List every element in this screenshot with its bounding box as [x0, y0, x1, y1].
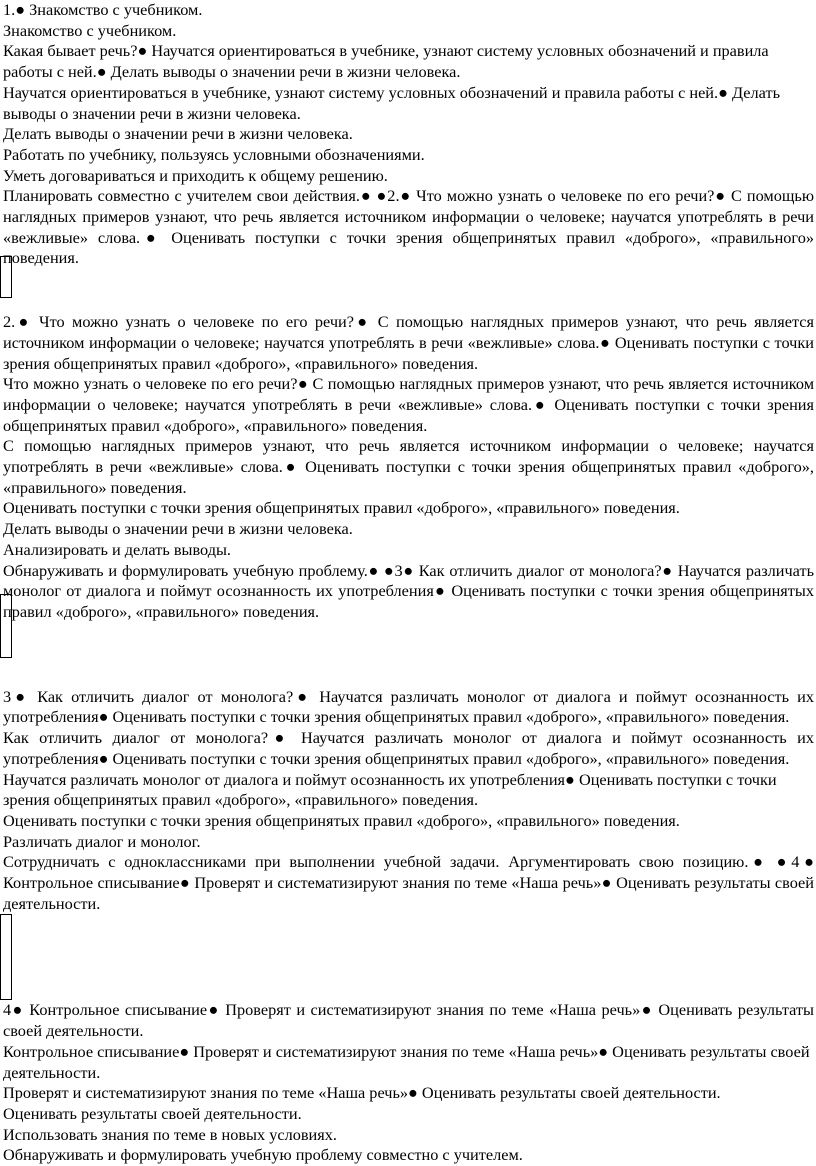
paragraph: Делать выводы о значении речи в жизни человека. [3, 124, 353, 144]
table-cell-marker [0, 256, 12, 298]
paragraph: 2.● Что можно узнать о человеке по его речи?● С помощью наглядных примеров узнают, что речь является источником информации о человеке; научатся употреблять в речи «вежливые» слова.● Оценивать поступки с точки зрения общепринятых правил «доброго», «правильного» поведения. [3, 312, 814, 373]
paragraph: Обнаруживать и формулировать учебную проблему совместно с учителем. [3, 1145, 523, 1165]
paragraph: Анализировать и делать выводы. [3, 539, 231, 559]
paragraph: 1.● Знакомство с учебником. [3, 0, 203, 19]
table-cell-marker [0, 594, 12, 658]
document-body [3, 0, 814, 1166]
paragraph: Проверят и систематизируют знания по теме «Наша речь»● Оценивать результаты своей деятельности. [3, 1083, 721, 1103]
paragraph: С помощью наглядных примеров узнают, что речь является источником информации о человеке; научатся употреблять в речи «вежливые» слова.● Оценивать поступки с точки зрения общепринятых правил «доброго», «правильного» поведения. [3, 436, 814, 497]
paragraph: Научатся различать монолог от диалога и поймут осознанность их употребления● Оценивать поступки с точки зрения общепринятых правил «доброго», «правильного» поведения. [3, 769, 777, 810]
paragraph: 3● Как отличить диалог от монолога?● Научатся различать монолог от диалога и поймут осознанность их употребления● Оценивать поступки с точки зрения общепринятых правил «доброго», «правильного» поведения. [3, 686, 814, 727]
paragraph: Оценивать поступки с точки зрения общепринятых правил «доброго», «правильного» поведения. [3, 498, 680, 518]
paragraph: Оценивать поступки с точки зрения общепринятых правил «доброго», «правильного» поведения. [3, 810, 680, 830]
paragraph: Уметь договариваться и приходить к общему решению. [3, 165, 388, 185]
paragraph: Научатся ориентироваться в учебнике, узнают систему условных обозначений и правила работы с ней.● Делать выводы о значении речи в жизни человека. [3, 82, 780, 123]
paragraph: Различать диалог и монолог. [3, 831, 201, 851]
table-cell-marker [0, 914, 12, 1000]
paragraph: Работать по учебнику, пользуясь условными обозначениями. [3, 144, 425, 164]
paragraph: Обнаруживать и формулировать учебную проблему.● ●3● Как отличить диалог от монолога?● Научатся различать монолог от диалога и поймут осознанность их употребления● Оценивать поступки с точки зрения общепринятых правил «доброго», «правильного» поведения. [3, 560, 814, 621]
paragraph: Что можно узнать о человеке по его речи?● С помощью наглядных примеров узнают, что речь является источником информации о человеке; научатся употреблять в речи «вежливые» слова.● Оценивать поступки с точки зрения общепринятых правил «доброго», «правильного» поведения. [3, 374, 814, 435]
paragraph: Использовать знания по теме в новых условиях. [3, 1124, 337, 1144]
paragraph: Как отличить диалог от монолога?● Научатся различать монолог от диалога и поймут осознанность их употребления● Оценивать поступки с точки зрения общепринятых правил «доброго», «правильного» поведения. [3, 728, 814, 768]
paragraph: Делать выводы о значении речи в жизни человека. [3, 519, 353, 539]
paragraph: Сотрудничать с одноклассниками при выполнении учебной задачи. Аргументировать свою позицию.● ●4● Контрольное списывание● Проверят и систематизируют знания по теме «Наша речь»● Оценивать результаты своей деятельности. [3, 852, 814, 913]
paragraph: Оценивать результаты своей деятельности. [3, 1103, 302, 1123]
paragraph: Планировать совместно с учителем свои действия.● ●2.● Что можно узнать о человеке по его речи?● С помощью наглядных примеров узнают, что речь является источником информации о человеке; научатся употреблять в речи «вежливые» слова.● Оценивать поступки с точки зрения общепринятых правил «доброго», «правильного» поведения. [3, 186, 814, 268]
paragraph: Контрольное списывание● Проверят и систематизируют знания по теме «Наша речь»● Оценивать результаты своей деятельности. [3, 1041, 810, 1082]
paragraph: Какая бывает речь?● Научатся ориентироваться в учебнике, узнают систему условных обозначений и правила работы с ней.● Делать выводы о значении речи в жизни человека. [3, 41, 769, 82]
paragraph: 4● Контрольное списывание● Проверят и систематизируют знания по теме «Наша речь»● Оценивать результаты своей деятельности. [3, 1000, 814, 1041]
paragraph: Знакомство с учебником. [3, 20, 177, 40]
